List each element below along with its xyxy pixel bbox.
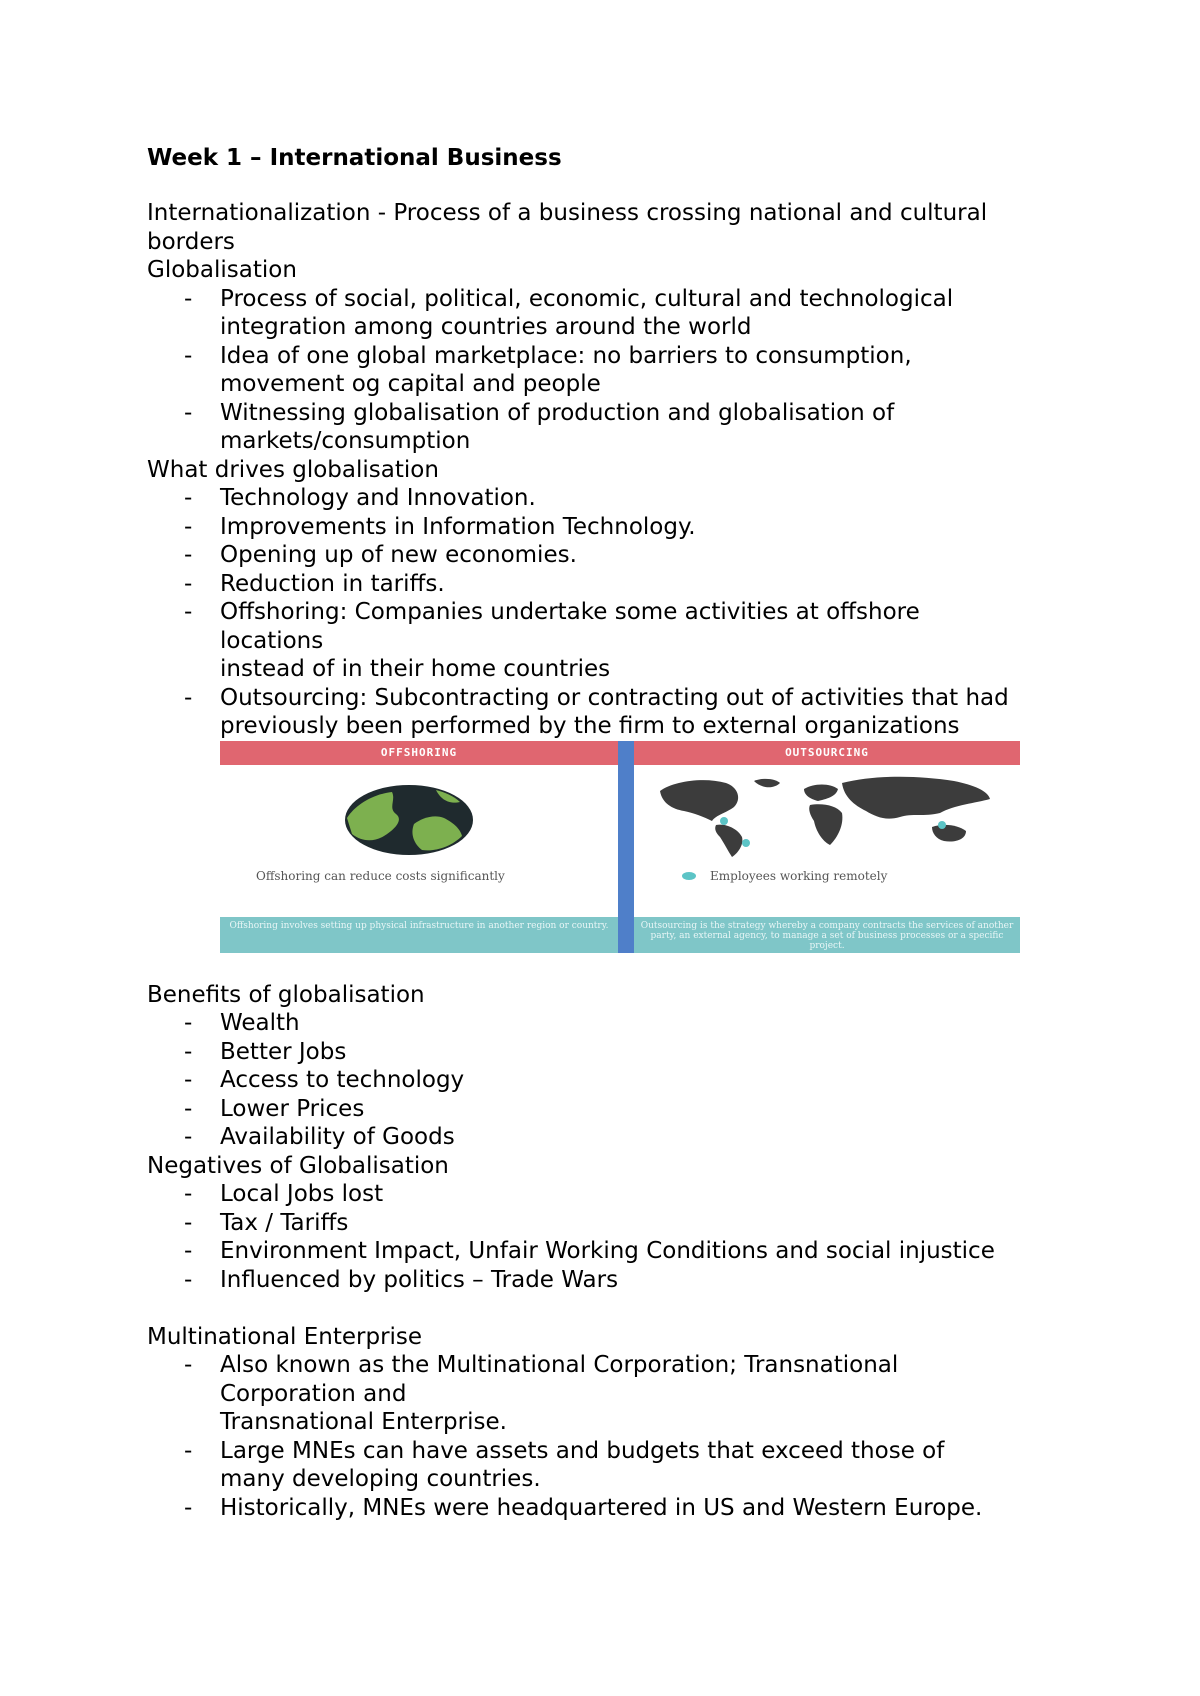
list-item: - Tax / Tariffs xyxy=(147,1209,1067,1238)
list-item: - Reduction in tariffs. xyxy=(147,570,1067,599)
list-item-line: many developing countries. xyxy=(220,1466,541,1492)
list-item xyxy=(147,285,1067,342)
list-item-line: locations xyxy=(220,627,324,654)
list-item-line: Transnational Enterprise. xyxy=(220,1409,507,1435)
globe-icon xyxy=(344,784,474,856)
list-item-line: markets/consumption xyxy=(220,428,471,454)
list-item-line: - Idea of one global marketplace: no barriers to consumption, xyxy=(220,342,912,369)
outsourcing-panel xyxy=(634,741,1020,953)
negatives-list xyxy=(147,1180,1067,1294)
legend-dot-icon xyxy=(682,872,696,880)
drivers-heading: What drives globalisation xyxy=(147,456,439,483)
outsourcing-header: OUTSOURCING xyxy=(634,741,1020,765)
list-item xyxy=(147,399,1067,456)
list-item: - Better Jobs xyxy=(147,1038,1067,1067)
list-item-line: - Outsourcing: Subcontracting or contracting out of activities that had xyxy=(220,684,1009,711)
document-body xyxy=(147,143,1067,1522)
outsourcing-caption: Employees working remotely xyxy=(710,868,888,883)
mne-list xyxy=(147,1351,1067,1522)
mne-heading: Multinational Enterprise xyxy=(147,1323,423,1350)
list-item-line: integration among countries around the world xyxy=(220,314,752,340)
drivers-list xyxy=(147,484,1067,741)
offshoring-caption: Offshoring can reduce costs significantly xyxy=(256,868,505,883)
list-item xyxy=(147,1437,1067,1494)
list-item-line: previously been performed by the firm to external organizations xyxy=(220,713,960,739)
list-item: - Opening up of new economies. xyxy=(147,541,1067,570)
list-item-line: movement og capital and people xyxy=(220,371,601,397)
negatives-heading: Negatives of Globalisation xyxy=(147,1152,449,1179)
offshoring-footer: Offshoring involves setting up physical infrastructure in another region or country. xyxy=(220,917,618,953)
globalisation-heading: Globalisation xyxy=(147,257,297,283)
list-item-line: instead of in their home countries xyxy=(220,656,611,682)
list-item-line: - Witnessing globalisation of production and globalisation of xyxy=(220,399,895,426)
list-item: - Technology and Innovation. xyxy=(147,484,1067,513)
list-item: - Wealth xyxy=(147,1009,1067,1038)
offshoring-panel xyxy=(220,741,618,953)
list-item: - Influenced by politics – Trade Wars xyxy=(147,1266,1067,1295)
list-item-line: Corporation and xyxy=(220,1380,407,1407)
list-item-line: - Also known as the Multinational Corporation; Transnational xyxy=(220,1352,899,1378)
list-item: - Improvements in Information Technology. xyxy=(147,513,1067,542)
list-item-line: - Large MNEs can have assets and budgets that exceed those of xyxy=(220,1437,945,1464)
page-title: Week 1 – International Business xyxy=(147,145,562,171)
list-item: - Lower Prices xyxy=(147,1095,1067,1124)
internationalization-definition xyxy=(147,199,1067,256)
globalisation-list xyxy=(147,285,1067,456)
outsourcing-footer: Outsourcing is the strategy whereby a company contracts the services of another party, an external agency, to manage a set of business processes or a specific project. xyxy=(634,917,1020,953)
list-item: - Environment Impact, Unfair Working Conditions and social injustice xyxy=(147,1237,1067,1266)
list-item xyxy=(147,1351,1067,1437)
offshoring-outsourcing-infographic xyxy=(220,741,1020,953)
offshoring-header: OFFSHORING xyxy=(220,741,618,765)
list-item: - Access to technology xyxy=(147,1066,1067,1095)
internationalization-line-2: borders xyxy=(147,228,235,255)
internationalization-line-1: Internationalization - Process of a business crossing national and cultural xyxy=(147,200,988,226)
list-item-line: - Offshoring: Companies undertake some activities at offshore xyxy=(220,599,920,625)
benefits-list xyxy=(147,1009,1067,1152)
list-item: - Availability of Goods xyxy=(147,1123,1067,1152)
list-item: - Historically, MNEs were headquartered in US and Western Europe. xyxy=(147,1494,1067,1523)
list-item-line: - Process of social, political, economic, cultural and technological xyxy=(220,285,954,312)
panel-divider xyxy=(618,741,634,953)
list-item xyxy=(147,598,1067,684)
spacer xyxy=(147,1294,1067,1323)
list-item xyxy=(147,684,1067,741)
list-item: - Local Jobs lost xyxy=(147,1180,1067,1209)
benefits-heading: Benefits of globalisation xyxy=(147,981,425,1008)
world-map-icon xyxy=(654,773,1004,859)
list-item xyxy=(147,342,1067,399)
